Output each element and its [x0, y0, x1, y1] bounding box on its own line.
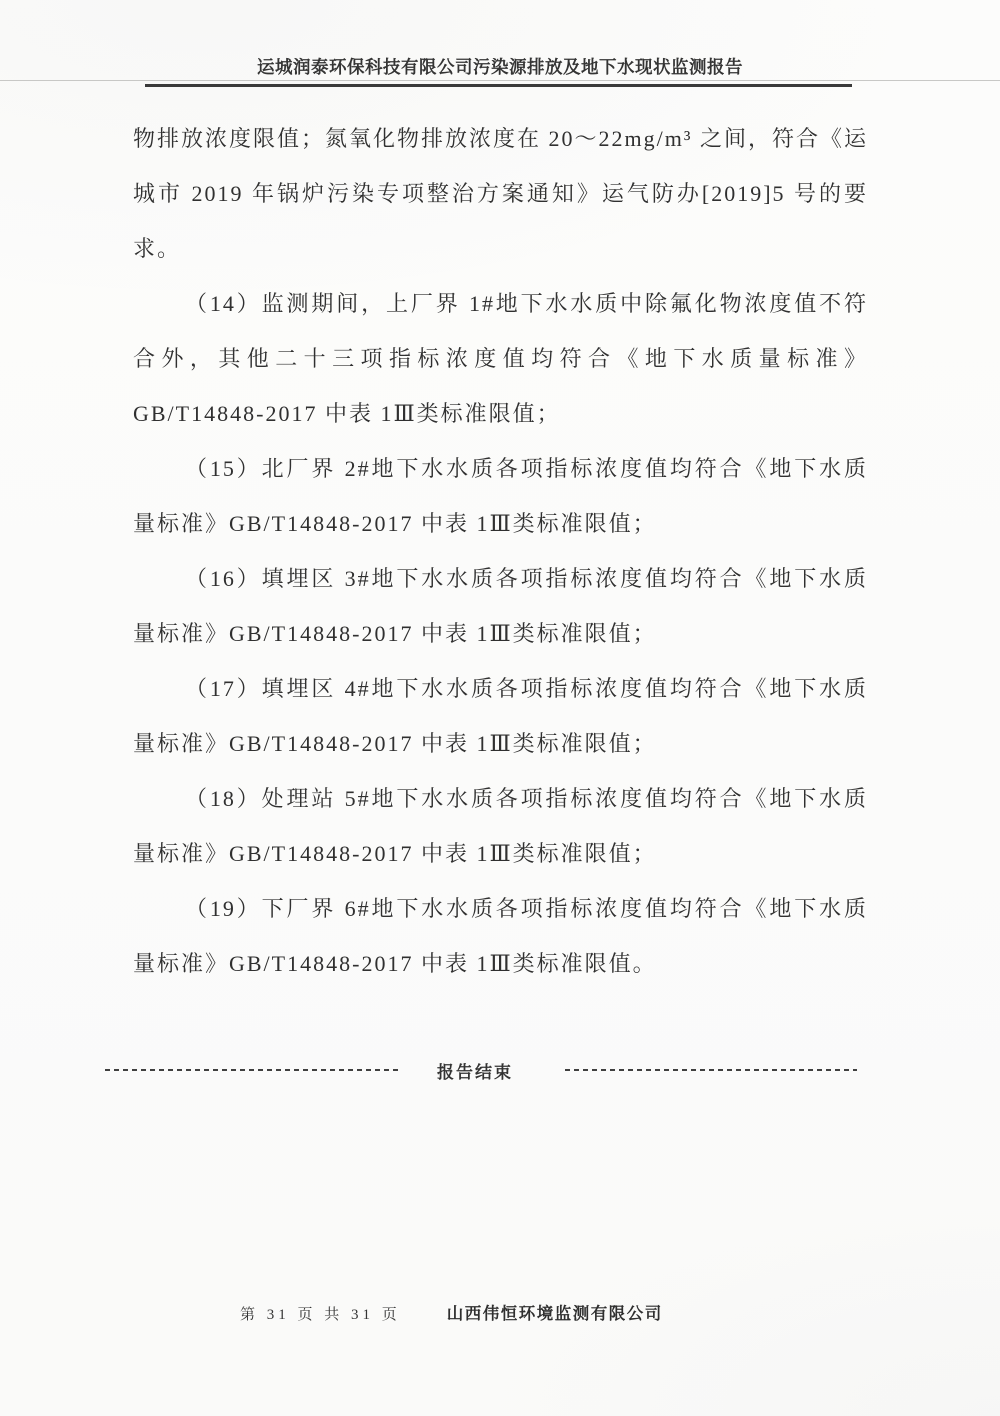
footer-company-name: 山西伟恒环境监测有限公司	[446, 1304, 663, 1323]
header-rule-dark	[145, 84, 852, 87]
report-body	[133, 111, 868, 991]
body-paragraph-item-17: （17）填埋区 4#地下水水质各项指标浓度值均符合《地下水质量标准》GB/T14848-2017 中表 1Ⅲ类标准限值；	[133, 676, 868, 756]
report-end-label: 报告结束	[437, 1062, 513, 1082]
header-rule-faint	[0, 80, 1000, 81]
report-end-separator	[105, 1057, 857, 1083]
report-header-title: 运城润泰环保科技有限公司污染源排放及地下水现状监测报告	[257, 57, 743, 77]
body-paragraph-item-16: （16）填埋区 3#地下水水质各项指标浓度值均符合《地下水质量标准》GB/T14848-2017 中表 1Ⅲ类标准限值；	[133, 566, 868, 646]
body-paragraph-item-19: （19）下厂界 6#地下水水质各项指标浓度值均符合《地下水质量标准》GB/T14848-2017 中表 1Ⅲ类标准限值。	[133, 896, 868, 976]
body-paragraph-item-15: （15）北厂界 2#地下水水质各项指标浓度值均符合《地下水质量标准》GB/T14848-2017 中表 1Ⅲ类标准限值；	[133, 456, 868, 536]
end-separator-dash-left	[105, 1069, 401, 1071]
body-paragraph-continuation: 物排放浓度限值；氮氧化物排放浓度在 20～22mg/m³ 之间，符合《运城市 2019 年锅炉污染专项整治方案通知》运气防办[2019]5 号的要求。	[133, 126, 868, 261]
body-paragraph-item-18: （18）处理站 5#地下水水质各项指标浓度值均符合《地下水质量标准》GB/T14848-2017 中表 1Ⅲ类标准限值；	[133, 786, 868, 866]
page-footer	[240, 1300, 663, 1324]
footer-page-number: 第 31 页 共 31 页	[240, 1307, 401, 1323]
body-paragraph-item-14: （14）监测期间，上厂界 1#地下水水质中除氟化物浓度值不符合外，其他二十三项指标浓度值均符合《地下水质量标准》GB/T14848-2017 中表 1Ⅲ类标准限值；	[133, 291, 868, 426]
end-separator-dash-right	[565, 1069, 857, 1071]
